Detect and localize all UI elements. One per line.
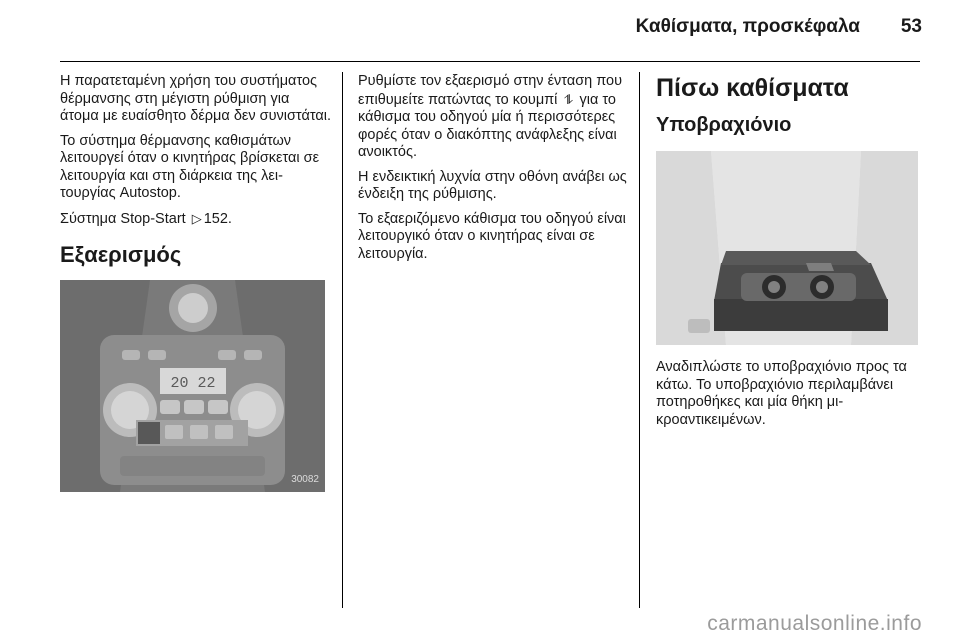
climate-panel-illustration [60, 280, 325, 492]
header-rule [60, 61, 920, 62]
column-2 [358, 73, 630, 270]
paragraph [358, 73, 630, 162]
figure-number: 30082 [291, 473, 319, 485]
paragraph: Αναδιπλώστε το υποβραχιόνιο προς τα κάτω. Το υποβραχιόνιο περιλαμβάνει ποτηροθήκες και μία θήκη μικροαντικειμένων. [656, 359, 907, 428]
watermark: carmanualsonline.info [707, 612, 922, 635]
section-heading-ventilation: Εξαερισμός [60, 242, 182, 267]
paragraph: Η παρατεταμένη χρήση του συστήματος θέρμανσης στη μέγιστη ρύθμιση για άτομα με ευαίσθητο δέρμα δεν συνιστάται. [60, 73, 331, 124]
column-1 [60, 73, 332, 492]
paragraph: Το εξαεριζόμενο κάθισμα του οδηγού είναι λειτουργικό όταν ο κινητήρας είναι σε λειτουργία. [358, 210, 626, 262]
reference-text: Σύστημα Stop-Start [60, 210, 186, 227]
running-header-title: Καθίσματα, προσκέφαλα [635, 16, 860, 37]
climate-control-photo [60, 280, 325, 492]
page-number: 53 [900, 16, 922, 37]
page-reference-arrow-icon: ▷ [191, 210, 202, 226]
panel-display-readout: 20 22 [170, 375, 216, 392]
paragraph: Η ενδεικτική λυχνία στην οθόνη ανάβει ως ένδειξη της ρύθμισης. [358, 168, 627, 202]
column-divider-1 [342, 72, 343, 608]
column-3 [656, 73, 920, 436]
armrest-illustration [656, 151, 918, 345]
paragraph: Το σύστημα θέρμανσης καθισμάτων λειτουργεί όταν ο κινητήρας βρίσκεται σε λειτουργία και στη διάρκεια της λειτουργίας Autostop. [60, 132, 320, 201]
column-divider-2 [639, 72, 640, 608]
instruction-text: για το κάθισμα του οδηγού μία ή περισσότερες φορές όταν ο διακόπτης ανάφλεξης είναι ανοικτός. [358, 91, 617, 160]
seat-ventilation-icon: ⥮ [563, 91, 574, 107]
cross-reference-paragraph [60, 210, 332, 229]
section-heading-rear-seats: Πίσω καθίσματα [656, 74, 849, 102]
armrest-photo [656, 151, 918, 345]
subsection-heading-armrest: Υποβραχιόνιο [656, 114, 792, 136]
reference-page: 152. [203, 210, 232, 227]
instruction-text: Ρυθμίστε τον εξαερισμό στην ένταση που επιθυμείτε πατώντας το κουμπί [358, 73, 623, 108]
